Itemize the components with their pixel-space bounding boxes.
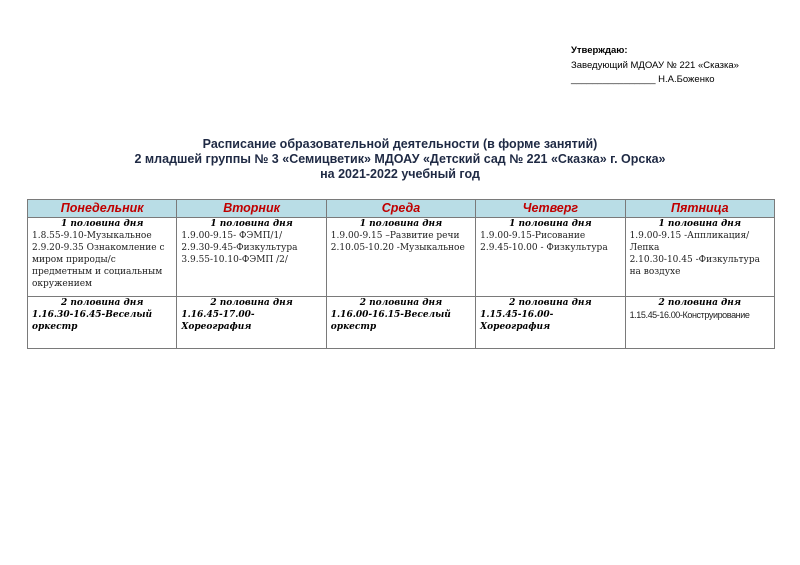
day-header-tuesday: Вторник xyxy=(177,200,326,218)
thursday-second-half xyxy=(476,297,625,349)
lesson-entry: 1.9.00-9.15 –Развитие речи xyxy=(330,231,460,241)
approval-signature: ________________ Н.А.Боженко xyxy=(571,74,715,85)
approval-block xyxy=(571,44,739,88)
day-header-monday: Понедельник xyxy=(28,200,177,218)
lesson-entry: 1.9.00-9.15 -Аппликация/ Лепка xyxy=(629,231,750,253)
lesson-entry: 1.15.45-16.00-Конструирование xyxy=(629,310,750,320)
first-half-row xyxy=(28,218,775,297)
thursday-first-half xyxy=(476,218,625,297)
half-label: 2 половина дня xyxy=(210,298,293,308)
lesson-entry: 1.9.00-9.15- ФЭМП/1/ xyxy=(181,231,283,241)
half-label: 1 половина дня xyxy=(210,219,293,229)
lesson-entry: 2.10.30-10.45 -Физкультура на воздухе xyxy=(629,255,760,277)
half-label: 2 половина дня xyxy=(658,298,742,308)
wednesday-first-half xyxy=(326,218,475,297)
lesson-entry: 1.8.55-9.10-Музыкальное xyxy=(32,231,152,241)
approval-position: Заведующий МДОАУ № 221 «Сказка» xyxy=(571,59,739,71)
heading-line-1: Расписание образовательной деятельности (в форме занятий) xyxy=(202,137,598,151)
document-heading xyxy=(0,137,800,182)
schedule-table xyxy=(27,199,775,349)
day-header-row xyxy=(28,200,775,218)
second-half-row xyxy=(28,297,775,349)
lesson-entry: 2.9.30-9.45-Физкультура xyxy=(181,243,298,253)
lesson-entry: 2.9.45-10.00 - Физкультура xyxy=(480,243,608,253)
lesson-entry: 3.9.55-10.10-ФЭМП /2/ xyxy=(181,255,288,265)
day-header-thursday: Четверг xyxy=(476,200,625,218)
half-label: 2 половина дня xyxy=(359,298,443,308)
heading-line-3: на 2021-2022 учебный год xyxy=(320,167,480,181)
lesson-entry: 2.10.05-10.20 -Музыкальное xyxy=(330,243,465,253)
half-label: 1 половина дня xyxy=(658,219,742,229)
tuesday-first-half xyxy=(177,218,326,297)
friday-first-half xyxy=(625,218,774,297)
day-header-wednesday: Среда xyxy=(326,200,475,218)
lesson-entry: 1.9.00-9.15-Рисование xyxy=(480,231,586,241)
lesson-entry: 1.16.45-17.00-Хореография xyxy=(181,310,255,332)
lesson-entry: 2.9.20-9.35 Ознакомление с миром природы/с предметным и социальным окружением xyxy=(32,243,165,289)
wednesday-second-half xyxy=(326,297,475,349)
friday-second-half xyxy=(625,297,774,349)
half-label: 1 половина дня xyxy=(60,219,144,229)
lesson-entry: 1.16.30-16.45-Веселый оркестр xyxy=(32,310,153,332)
monday-second-half xyxy=(28,297,177,349)
tuesday-second-half xyxy=(177,297,326,349)
lesson-entry: 1.16.00-16.15-Веселый оркестр xyxy=(330,310,451,332)
monday-first-half xyxy=(28,218,177,297)
lesson-entry: 1.15.45-16.00-Хореография xyxy=(480,310,554,332)
approval-title: Утверждаю: xyxy=(571,45,628,56)
half-label: 1 половина дня xyxy=(509,219,592,229)
half-label: 2 половина дня xyxy=(509,298,592,308)
heading-line-2: 2 младшей группы № 3 «Семицветик» МДОАУ «Детский сад № 221 «Сказка» г. Орска» xyxy=(134,152,666,166)
half-label: 1 половина дня xyxy=(359,219,443,229)
day-header-friday: Пятница xyxy=(625,200,774,218)
half-label: 2 половина дня xyxy=(60,298,144,308)
